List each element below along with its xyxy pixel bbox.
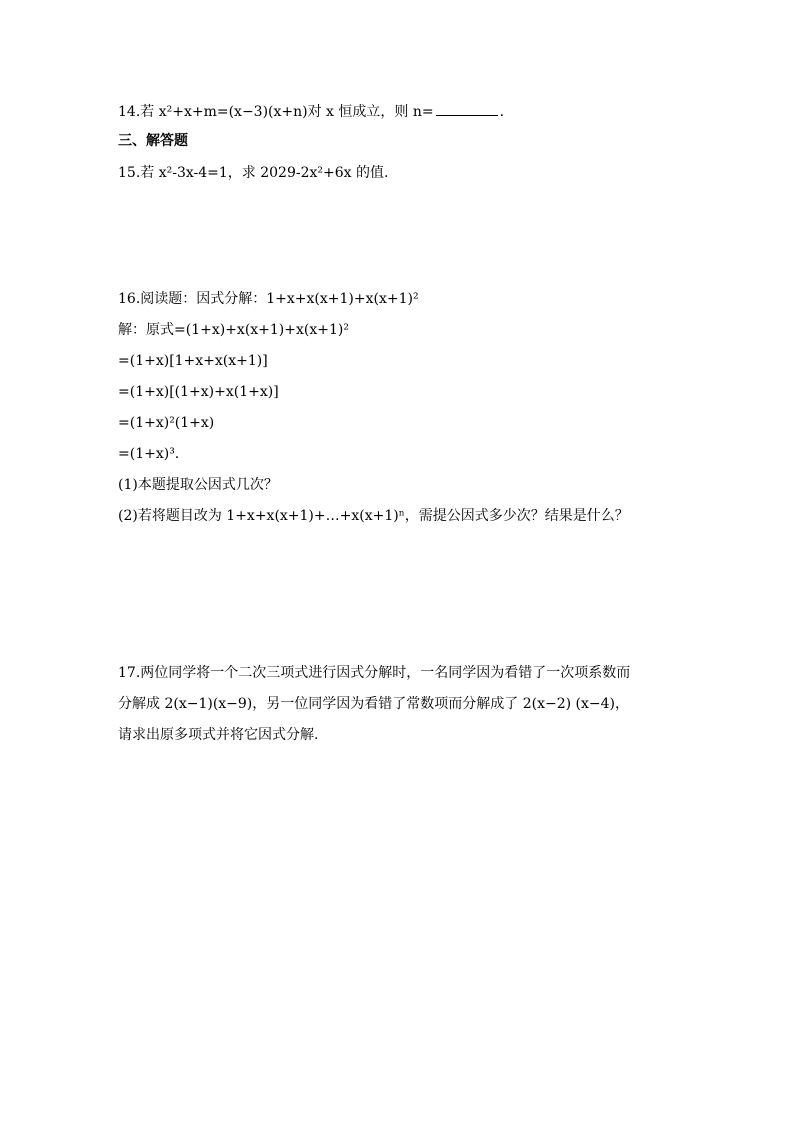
question-17-line: 分解成 2(x−1)(x−9)，另一位同学因为看错了常数项而分解成了 2(x−2) (x−4)， <box>118 696 629 712</box>
section-heading: 三、解答题 <box>118 133 188 149</box>
solution-step: 解：原式=(1+x)+x(x+1)+x(x+1)² <box>118 322 349 338</box>
question-17-line: 请求出原多项式并将它因式分解. <box>118 727 319 743</box>
question-16-part-1: (1)本题提取公因式几次？ <box>118 477 278 493</box>
question-14-text: 14.若 x²+x+m=(x−3)(x+n)对 x 恒成立，则 n= <box>118 104 434 120</box>
question-14 <box>118 101 504 122</box>
question-16-part-2: (2)若将题目改为 1+x+x(x+1)+…+x(x+1)ⁿ，需提公因式多少次？结果是什么？ <box>118 508 629 524</box>
question-14-end: . <box>499 104 505 120</box>
question-17-line: 17.两位同学将一个二次三项式进行因式分解时，一名同学因为看错了一次项系数而 <box>118 665 631 681</box>
question-15: 15.若 x²-3x-4=1，求 2029-2x²+6x 的值. <box>118 165 389 181</box>
solution-step: =(1+x)²(1+x) <box>118 415 215 431</box>
solution-step: =(1+x)[1+x+x(x+1)] <box>118 353 268 369</box>
answer-blank <box>436 101 498 116</box>
question-16-title: 16.阅读题：因式分解：1+x+x(x+1)+x(x+1)² <box>118 291 419 307</box>
solution-step: =(1+x)³. <box>118 446 180 462</box>
solution-step: =(1+x)[(1+x)+x(1+x)] <box>118 384 279 400</box>
